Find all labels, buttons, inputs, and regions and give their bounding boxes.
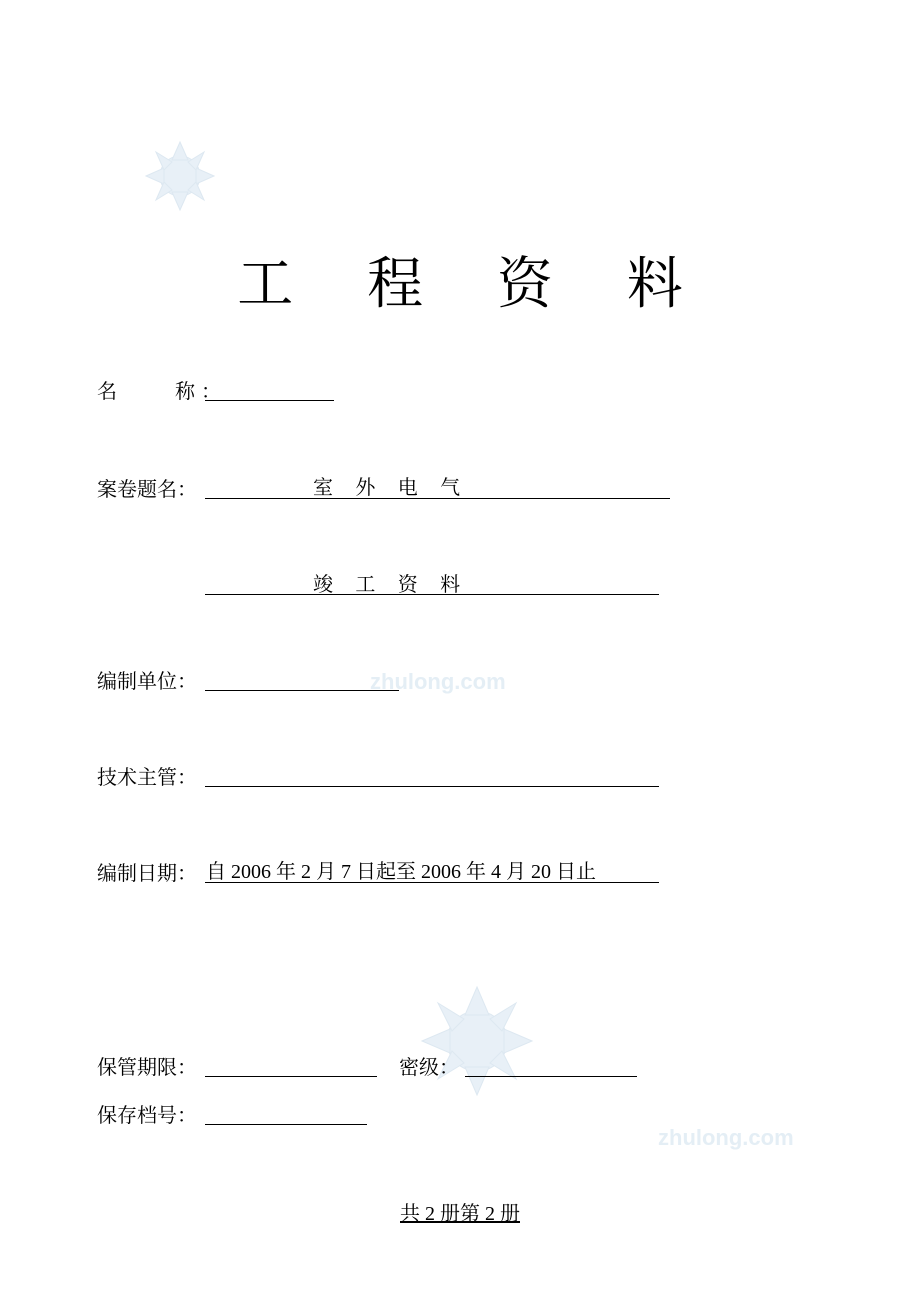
watermark-text: zhulong.com (658, 1125, 794, 1150)
archive-title-label: 案卷题名： (97, 477, 197, 501)
archive-number-field-line (205, 1124, 367, 1125)
archive-title-value-1: 室 外 电 气 (313, 475, 469, 499)
retention-field-line (205, 1076, 377, 1077)
tech-lead-field-line (205, 786, 659, 787)
compiler-label: 编制单位： (97, 669, 197, 693)
snowflake-watermark-icon (142, 140, 218, 212)
watermark-text: zhulong.com (370, 669, 506, 694)
secrecy-field-line (465, 1076, 637, 1077)
compile-date-value: 自 2006 年 2 月 7 日起至 2006 年 4 月 20 日止 (206, 861, 596, 883)
page-title: 工 程 资 料 (237, 252, 711, 317)
name-label: 名 称： (97, 379, 227, 403)
retention-label: 保管期限： (97, 1055, 197, 1079)
name-field-line (205, 400, 334, 401)
compiler-field-line (205, 690, 399, 691)
volume-footer-text: 共 2 册第 2 册 (400, 1203, 520, 1225)
volume-footer (0, 1197, 920, 1226)
compile-date-label: 编制日期： (97, 861, 197, 885)
archive-title-value-2: 竣 工 资 料 (313, 572, 469, 596)
archive-number-label: 保存档号： (97, 1103, 197, 1127)
tech-lead-label: 技术主管： (97, 765, 197, 789)
secrecy-label: 密级： (399, 1055, 459, 1079)
